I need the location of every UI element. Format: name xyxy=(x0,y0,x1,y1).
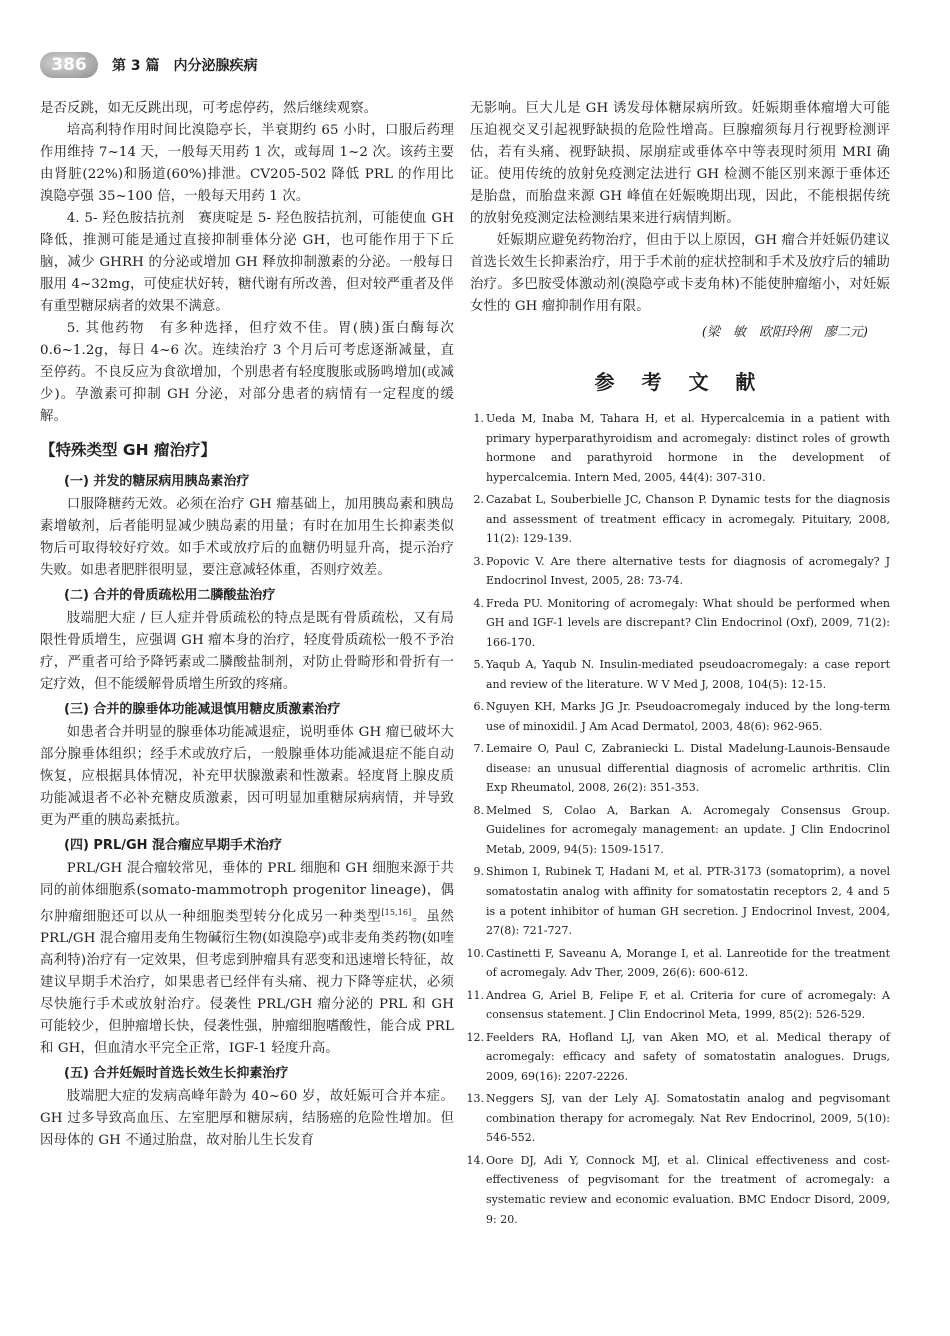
reference-text: Freda PU. Monitoring of acromegaly: What should be performed when GH and IGF-1 levels are discrepant? Clin Endocrinol (Oxf), 2009, 71(2): 166-170. xyxy=(486,596,890,649)
subsection-heading: (四) PRL/GH 混合瘤应早期手术治疗 xyxy=(64,838,283,853)
reference-item xyxy=(466,1151,890,1229)
reference-item xyxy=(470,862,890,940)
reference-number: 14. xyxy=(466,1153,484,1167)
reference-number: 13. xyxy=(466,1092,484,1106)
reference-item xyxy=(470,409,890,487)
page-number: 386 xyxy=(40,52,98,78)
paragraph xyxy=(40,858,454,1060)
reference-number: 8. xyxy=(473,803,484,817)
reference-text: Oore DJ, Adi Y, Connock MJ, et al. Clinical effectiveness and cost-effectiveness of pegvisomant for the treatment of acromegaly: a systematic review and economic evaluation. BMC Endocr Disord, 2009, 9: 20. xyxy=(486,1153,890,1226)
reference-text: Castinetti F, Saveanu A, Morange I, et al. Lanreotide for the treatment of acromegaly. Adv Ther, 2009, 26(6): 600-612. xyxy=(486,946,890,980)
text-span: 。虽然 PRL/GH 混合瘤用麦角生物碱衍生物(如溴隐亭)或非麦角类药物(如喹高利特)治疗有一定效果，但考虑到肿瘤具有恶变和迅速增长特征，故建议早期手术治疗，如果患者已经伴有头痛、视力下降等症状，必须尽快施行手术或放射治疗。侵袭性 PRL/GH 瘤分泌的 PRL 和 GH 可能较少，但肿瘤增长快，侵袭性强，肿瘤细胞嗜酸性，能合成 PRL 和 GH，但血清水平完全正常，IGF-1 轻度升高。 xyxy=(40,909,454,1057)
paragraph: 口服降糖药无效。必须在治疗 GH 瘤基础上，加用胰岛素和胰岛素增敏剂，后者能明显减少胰岛素的用量；有时在加用生长抑素类似物后可取得较好疗效。如手术或放疗后的血糖仍明显升高，提示治疗失败。如患者肥胖很明显，要注意减轻体重，否则疗效差。 xyxy=(40,497,454,578)
reference-number: 4. xyxy=(473,596,484,610)
right-column xyxy=(466,98,890,1232)
reference-item xyxy=(470,552,890,591)
reference-item xyxy=(466,986,890,1025)
reference-number: 11. xyxy=(466,988,484,1002)
reference-text: Neggers SJ, van der Lely AJ. Somatostatin analog and pegvisomant combination therapy for acromegaly. Nat Rev Endocrinol, 2009, 5(10): 546-552. xyxy=(486,1092,890,1145)
paragraph: 无影响。巨大儿是 GH 诱发母体糖尿病所致。妊娠期垂体瘤增大可能压迫视交叉引起视野缺损的危险性增高。巨腺瘤须每月行视野检测评估，若有头痛、视野缺损、尿崩症或垂体卒中等表现时须用 MRI 确证。使用传统的放射免疫测定法进行 GH 检测不能区别来源于垂体还是胎盘，而胎盘来源 GH 峰值在妊娠晚期出现，因此，不能根据传统的放射免疫测定法检测结果来进行病情判断。 xyxy=(470,101,890,226)
section-heading: 【特殊类型 GH 瘤治疗】 xyxy=(40,441,216,459)
subsection-heading: (一) 并发的糖尿病用胰岛素治疗 xyxy=(64,474,250,489)
reference-text: Yaqub A, Yaqub N. Insulin-mediated pseudoacromegaly: a case report and review of the literature. W V Med J, 2008, 104(5): 12-15. xyxy=(486,658,890,691)
reference-text: Melmed S, Colao A, Barkan A. Acromegaly Consensus Group. Guidelines for acromegaly management: an update. J Clin Endocrinol Metab, 2009, 94(5): 1509-1517. xyxy=(486,803,890,857)
reference-text: Popovic V. Are there alternative tests for diagnosis of acromegaly? J Endocrinol Invest, 2005, 28: 73-74. xyxy=(486,554,890,588)
paragraph: 5. 其他药物 有多种选择，但疗效不佳。胃(胰)蛋白酶每次 0.6~1.2g，每日 4~6 次。连续治疗 3 个月后可考虑逐渐减量，直至停药。不良反应为食欲增加，个别患者有轻度腹胀或肠鸣增加(或减少)。孕激素可抑制 GH 分泌，对部分患者的病情有一定程度的缓解。 xyxy=(40,321,454,424)
reference-item xyxy=(470,490,890,549)
reference-number: 9. xyxy=(473,865,484,879)
reference-item xyxy=(470,594,890,653)
reference-list xyxy=(466,409,890,1229)
paragraph: 肢端肥大症的发病高峰年龄为 40~60 岁，故妊娠可合并本症。GH 过多导致高血压、左室肥厚和糖尿病，结肠癌的危险性增加。但因母体的 GH 不通过胎盘，故对胎儿生长发育 xyxy=(40,1089,454,1149)
reference-number: 2. xyxy=(473,493,484,507)
references-title: 参 考 文 献 xyxy=(594,370,766,394)
reference-number: 1. xyxy=(473,412,484,425)
reference-item xyxy=(470,801,890,860)
reference-text: Ueda M, Inaba M, Tahara H, et al. Hypercalcemia in a patient with primary hyperparathyroidism and acromegaly: distinct roles of growth hormone and parathyroid hormone in the development of hypercalcemia. Intern Med, 2005, 44(4): 307-310. xyxy=(486,412,890,484)
paragraph: 如患者合并明显的腺垂体功能减退症，说明垂体 GH 瘤已破坏大部分腺垂体组织；经手术或放疗后，一般腺垂体功能减退症不能自动恢复，应根据具体情况，补充甲状腺激素和性激素。轻度肾上腺皮质功能减退者不必补充糖皮质激素，因可明显加重糖尿病病情，并导致更为严重的胰岛素抵抗。 xyxy=(40,725,454,828)
reference-item xyxy=(470,697,890,736)
reference-text: Shimon I, Rubinek T, Hadani M, et al. PTR-3173 (somatoprim), a novel somatostatin analog with affinity for somatostatin receptors 2, 4 and 5 is a potent inhibitor of human GH secretion. J Endocrinol Invest, 2004, 27(8): 721-727. xyxy=(486,865,890,938)
reference-item xyxy=(470,655,890,694)
citation: [15,16] xyxy=(381,908,412,917)
subsection-heading: (五) 合并妊娠时首选长效生长抑素治疗 xyxy=(64,1066,289,1082)
subsection-heading: (三) 合并的腺垂体功能减退慎用糖皮质激素治疗 xyxy=(64,702,341,717)
reference-number: 5. xyxy=(473,658,484,672)
paragraph: 妊娠期应避免药物治疗，但由于以上原因，GH 瘤合并妊娠仍建议首选长效生长抑素治疗，用于手术前的症状控制和手术及放疗后的辅助治疗。多巴胺受体激动剂(溴隐亭或卡麦角林)不能使肿瘤缩小，对妊娠女性的 GH 瘤抑制作用有限。 xyxy=(470,233,890,314)
left-column xyxy=(40,98,454,1152)
paragraph: 培高利特作用时间比溴隐亭长，半衰期约 65 小时，口服后药理作用维持 7~14 天，一般每天用药 1 次，或每周 1~2 次。该药主要由肾脏(22%)和肠道(60%)排泄。CV205-502 降低 PRL 的作用比溴隐亭强 35~100 倍，一般每天用药 1 次。 xyxy=(40,123,454,204)
text-span: PRL/GH 混合瘤较常见，垂体的 PRL 细胞和 GH 细胞来源于共同的前体细胞系(somato-mammotroph progenitor lineage)，偶尔肿瘤细胞还可以从一种细胞类型转分化成另一种类型 xyxy=(40,861,454,925)
paragraph: 是否反跳，如无反跳出现，可考虑停药，然后继续观察。 xyxy=(40,101,378,116)
reference-text: Cazabat L, Souberbielle JC, Chanson P. Dynamic tests for the diagnosis and assessment of treatment efficacy in acromegaly. Pituitary, 2008, 11(2): 129-139. xyxy=(486,493,890,546)
authors: (梁 敏 欧阳玲俐 廖二元) xyxy=(701,325,868,340)
reference-text: Andrea G, Ariel B, Felipe F, et al. Criteria for cure of acromegaly: A consensus statement. J Clin Endocrinol Meta, 1999, 85(2): 526-529. xyxy=(486,988,890,1022)
reference-number: 6. xyxy=(473,700,484,714)
part-title: 第 3 篇 内分泌腺疾病 xyxy=(112,58,258,74)
reference-item xyxy=(470,739,890,798)
reference-text: Nguyen KH, Marks JG Jr. Pseudoacromegaly induced by the long-term use of minoxidil. J Am Acad Dermatol, 2003, 48(6): 962-965. xyxy=(486,700,890,733)
reference-item xyxy=(466,944,890,983)
reference-item xyxy=(466,1089,890,1148)
page-header xyxy=(40,52,910,80)
reference-text: Feelders RA, Hofland LJ, van Aken MO, et al. Medical therapy of acromegaly: efficacy and safety of somatostatin analogues. Drugs, 2009, 69(16): 2207-2226. xyxy=(486,1030,890,1083)
reference-number: 12. xyxy=(466,1030,484,1044)
paragraph: 肢端肥大症 / 巨人症并骨质疏松的特点是既有骨质疏松，又有局限性骨质增生，应强调 GH 瘤本身的治疗，轻度骨质疏松一般不予治疗，严重者可给予降钙素或二膦酸盐制剂，对防止骨畸形和骨折有一定疗效，但不能缓解骨质增生所致的疼痛。 xyxy=(40,611,454,692)
reference-text: Lemaire O, Paul C, Zabraniecki L. Distal Madelung-Launois-Bensaude disease: an unusual differential diagnosis of acromelic arthritis. Clin Exp Rheumatol, 2008, 26(2): 351-353. xyxy=(486,742,890,795)
paragraph: 4. 5- 羟色胺拮抗剂 赛庚啶是 5- 羟色胺拮抗剂，可能使血 GH 降低，推测可能是通过直接抑制垂体分泌 GH，也可能作用于下丘脑，减少 GHRH 的分泌或增加 GH 释放抑制激素的分泌。一般每日服用 4~32mg，可使症状好转，糖代谢有所改善，但对较严重者及伴有重型糖尿病者的效果不满意。 xyxy=(40,211,454,314)
reference-number: 7. xyxy=(473,742,484,756)
reference-number: 3. xyxy=(473,554,484,568)
reference-number: 10. xyxy=(466,946,484,960)
subsection-heading: (二) 合并的骨质疏松用二膦酸盐治疗 xyxy=(64,588,276,603)
reference-item xyxy=(466,1028,890,1087)
